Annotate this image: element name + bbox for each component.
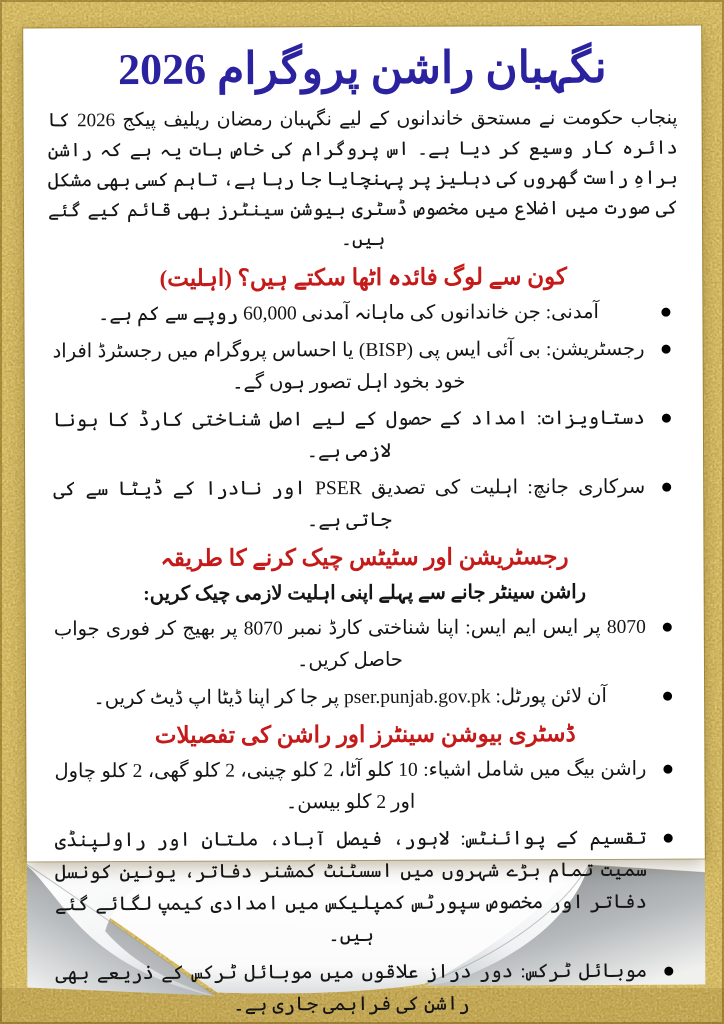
bullet-icon <box>664 834 673 843</box>
list-item: تقسیم کے پوائنٹس: لاہور، فیصل آباد، ملتان اور راولپنڈی سمیت تمام بڑے شہروں میں اسسٹنٹ کمشنر دفاتر، یونین کونسل دفاتر اور مخصوص سپورٹس کمپلیکس میں امدادی کیمپ لگائے گئے ہیں۔ <box>55 823 648 954</box>
bullet-icon <box>663 692 672 701</box>
page-content <box>23 26 705 1016</box>
list-item: 8070 پر ایس ایم ایس: اپنا شناختی کارڈ نمبر 8070 پر بھیج کر فوری جواب حاصل کریں۔ <box>54 612 646 679</box>
bullet-icon <box>662 345 671 354</box>
bullet-icon <box>663 765 672 774</box>
paper-page <box>23 26 705 1016</box>
section-heading-distribution: ڈسٹری بیوشن سینٹرز اور راشن کی تفصیلات <box>154 721 576 748</box>
list-item: راشن بیگ میں شامل اشیاء: 10 کلو آٹا، 2 کلو چینی، 2 کلو گھی، 2 کلو چاول اور 2 کلو بیسن۔ <box>54 754 646 821</box>
list-item: آمدنی: جن خاندانوں کی ماہانہ آمدنی 60,000 روپے سے کم ہے۔ <box>52 297 644 332</box>
list-item: رجسٹریشن: بی آئی ایس پی (BISP) یا احساس پروگرام میں رجسٹرڈ افراد خود بخود اہل تصور ہوں گے۔ <box>53 334 645 401</box>
intro-paragraph: پنجاب حکومت نے مستحق خاندانوں کے لیے نگہبان رمضان ریلیف پیکج 2026 کا دائرہ کار وسیع کر دیا ہے۔ اس پروگرام کی خاص بات یہ ہے کہ راشن براہِ راست گھروں کی دہلیز پر پہنچایا جا رہا ہے، تاہم کسی بھی مشکل کی صورت میں اضلاع میں مخصوص ڈسٹری بیوشن سینٹرز بھی قائم کیے گئے ہیں۔ <box>47 107 679 251</box>
section-heading-eligibility: کون سے لوگ فائدہ اٹھا سکتے ہیں؟ (اہلیت) <box>159 264 568 291</box>
list-item: دستاویزات: امداد کے حصول کے لیے اصل شناختی کارڈ کا ہونا لازمی ہے۔ <box>53 403 645 470</box>
page-title: نگہبان راشن پروگرام 2026 <box>117 42 607 95</box>
bullet-icon <box>662 414 671 423</box>
bullet-icon <box>663 623 672 632</box>
eligibility-list <box>48 297 679 539</box>
bullet-icon <box>664 967 673 976</box>
list-item: آن لائن پورٹل: pser.punjab.gov.pk پر جا کر اپنا ڈیٹا اپ ڈیٹ کریں۔ <box>54 681 646 716</box>
bullet-icon <box>661 308 670 317</box>
registration-list <box>50 612 680 716</box>
distribution-list <box>50 754 681 1023</box>
list-item: سرکاری جانچ: اہلیت کی تصدیق PSER اور نادرا کے ڈیٹا سے کی جاتی ہے۔ <box>53 472 645 539</box>
section-heading-registration: رجسٹریشن اور سٹیٹس چیک کرنے کا طریقہ <box>160 544 569 571</box>
registration-lead: راشن سینٹر جانے سے پہلے اپنی اہلیت لازمی چیک کریں: <box>143 582 587 605</box>
list-item: موبائل ٹرکس: دور دراز علاقوں میں موبائل ٹرکس کے ذریعے بھی راشن کی فراہمی جاری ہے۔ <box>55 956 647 1023</box>
bullet-icon <box>662 483 671 492</box>
